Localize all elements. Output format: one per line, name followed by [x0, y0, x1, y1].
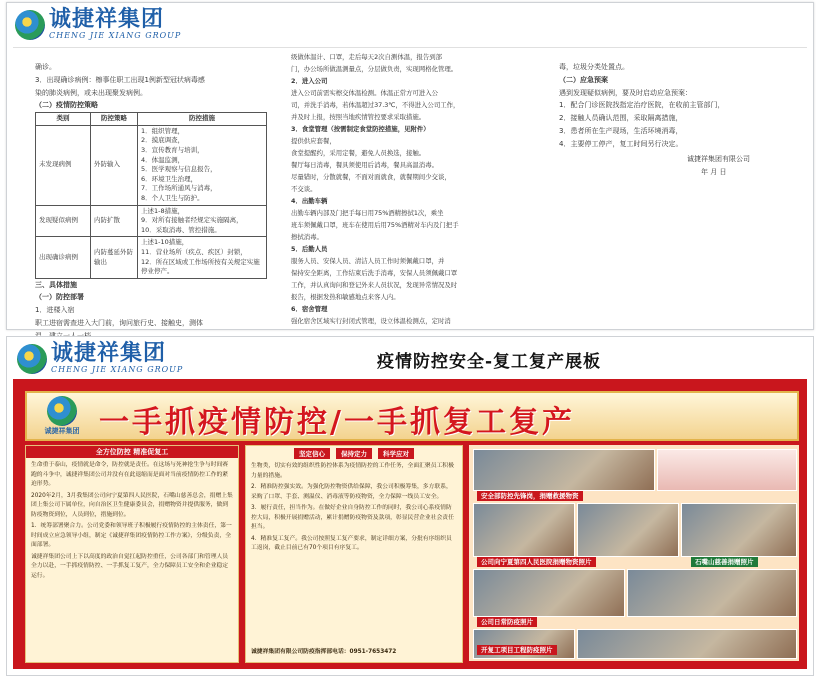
doc-column-3 — [559, 61, 789, 151]
doc-line: 4．主要停工停产，复工时间另行决定。 — [559, 139, 683, 148]
left-text-panel — [25, 445, 239, 663]
poster-slogan: 一手抓疫情防控/一手抓复工复产 — [99, 405, 575, 440]
doc-line: 强化宿舍区域实行封闭式管理，设立体温检测点，定时消 — [291, 317, 451, 325]
measure-item: 10．采取消毒、管控措施。 — [141, 225, 221, 234]
photo-caption: 公司日常防疫照片 — [477, 617, 537, 627]
doc-line: （一）防控部署 — [35, 293, 84, 302]
measure-item: 3．宣传教育与培训， — [141, 145, 204, 154]
poster-paragraph: 1．统筹部署聚合力。公司党委和领导班子积极履行疫情防控的主体责任，第一时间成立应急领导小组，制定《诚捷祥集团疫情防控工作方案》，分级负责，全面部署。 — [31, 523, 232, 548]
poster-sheet — [6, 336, 814, 676]
doc-line: 4．出勤车辆 — [291, 197, 328, 205]
doc-line: 保持安全距离，工作结束后洗手消毒，安保人员须佩戴口罩 — [291, 269, 458, 277]
table-cell: 出现确诊病例 — [36, 237, 91, 278]
middle-text-panel — [245, 445, 463, 663]
measure-item: 2．摸底调查， — [141, 136, 185, 145]
document-page — [6, 2, 814, 330]
banner-logo-name: 诚捷祥集团 — [44, 427, 80, 435]
slogan-banner — [25, 391, 799, 441]
doc-line: 并及时上报，按照当地疾情管控要求采取措施。 — [291, 113, 426, 121]
doc-line: 司，并洗手消毒，若体温超过37.3℃，不得进入公司工作， — [291, 101, 460, 109]
table-header: 防控措施 — [138, 113, 267, 126]
doc-line: 三、具体措施 — [35, 280, 77, 289]
logo-cn-text: 诚捷祥集团 — [49, 7, 165, 32]
doc-line: 餐厅每日消毒，餐具须使用后消毒，餐具高温消毒。 — [291, 161, 438, 169]
doc-line: 班车须佩戴口罩，班车在使用后用75%酒精对车内及门把手 — [291, 221, 459, 229]
table-cell: 外防输入 — [91, 125, 138, 205]
table-cell: 内防扩散 — [91, 205, 138, 237]
doc-line: 报告，根据发热和敏感地点来客人内。 — [291, 293, 400, 301]
doc-line: 3．出现确诊病例：檫事住职工出现1例新型冠状病毒感 — [35, 75, 205, 84]
table-row — [36, 125, 267, 205]
section-heading: （二）疫情防控策略 — [35, 101, 98, 110]
photo-collage — [469, 445, 799, 661]
table-cell-measures — [138, 125, 267, 205]
doc-line: 5．后勤人员 — [291, 245, 328, 253]
tag-confidence: 坚定信心 — [294, 448, 330, 459]
measure-item: 5．医学观察与信息报告， — [141, 165, 217, 174]
doc-line: （二）应急预案 — [559, 75, 608, 84]
company-logo-icon — [15, 10, 45, 40]
doc-column-1 — [35, 61, 275, 343]
poster-paragraph: 2020年2月，3月我集团公司向宁夏第四人民医院，石嘴山慈善总会，捐赠上集团上集公司下属单位，向自治区卫生健康委员会，捐赠物资并提供服务，做到防疫物资到位，人员到位，措施到位。 — [31, 492, 233, 518]
poster-paragraph: 4．精准复工复产。我公司按照复工复产要求，制定详细方案，分批有序组织员工返岗，截止目前已有70个项目有序复工。 — [251, 535, 452, 551]
measure-item: 12．所在区域或工作场所按有关规定实施停业停产。 — [141, 257, 260, 276]
measure-item: 1．组织管理， — [141, 126, 185, 135]
signature-block — [687, 153, 750, 179]
photo — [473, 503, 575, 557]
poster-title: 疫情防控安全-复工复产展板 — [377, 352, 602, 372]
doc-line: 门，办公场所做温测量点，分层做负责，实现网格化管理。 — [291, 65, 458, 73]
doc-column-2 — [291, 51, 541, 327]
poster-board — [13, 379, 807, 669]
left-panel-text — [26, 458, 238, 586]
measure-item: 6．环境卫生治理， — [141, 174, 198, 183]
photo — [473, 449, 655, 491]
photo — [577, 503, 679, 557]
logo-en-text: CHENG JIE XIANG GROUP — [51, 365, 184, 374]
doc-line: 1．进楼入宿 — [35, 306, 75, 315]
company-logo — [15, 9, 181, 40]
doc-line: 确诊。 — [35, 63, 56, 71]
photo — [473, 569, 625, 617]
doc-line: 级做体温计、口罩，走后每天2次自测体温，报告到部 — [291, 53, 443, 61]
measure-item: 上述1-10措施， — [141, 238, 189, 247]
doc-line: 6．宿舍管理 — [291, 305, 328, 313]
doc-line: 不交谈。 — [291, 185, 317, 193]
table-cell: 内防蔓延外防输出 — [91, 237, 138, 278]
photo — [577, 629, 797, 659]
photo — [681, 503, 797, 557]
doc-line: 进入公司前需实檫交体温检测。体温正常方可进入公 — [291, 89, 438, 97]
table-header: 类别 — [36, 113, 91, 126]
table-cell: 未发现病例 — [36, 125, 91, 205]
measure-item: 9．对所有接触者经规定实施隔离， — [141, 216, 243, 225]
doc-line: 1．配合门诊医院找指定治疗医院，在收前主管部门， — [559, 101, 725, 110]
company-logo-icon — [17, 344, 47, 374]
middle-panel-text — [246, 459, 462, 559]
doc-line: 遇到发现疑似病例，要及时启动应急预案： — [559, 88, 692, 97]
doc-line: 2．进入公司 — [291, 77, 328, 85]
company-logo-icon — [47, 396, 77, 426]
table-cell-measures — [138, 205, 267, 237]
doc-line: 服务人员、安保人员、清洁人员工作时须佩戴口罩，并 — [291, 257, 445, 265]
doc-line: 出勤车辆内部及门把手每日用75%酒精擦拭1次，乘坐 — [291, 209, 444, 217]
doc-line: 染的肺炎病例，或未出现聚发病例。 — [35, 88, 147, 97]
left-panel-header: 全方位防控 精准促复工 — [26, 446, 238, 458]
poster-contact: 诚捷祥集团有限公司防疫指挥部电话：0951-7653472 — [251, 648, 397, 655]
measure-item: 7．工作场所通风与消毒， — [141, 184, 217, 193]
measure-item: 11．营业场所（疾点、疾区）封锁， — [141, 247, 247, 256]
tag-science: 科学应对 — [378, 448, 414, 459]
table-row — [36, 205, 267, 237]
photo — [627, 569, 797, 617]
doc-line: 3．食堂管理（按需制定食堂防控措施，见附件） — [291, 125, 430, 133]
doc-line: 食堂提醒约，采用定餐，避免人员换选，接触。 — [291, 149, 426, 157]
table-header-row — [36, 113, 267, 126]
logo-cn-text: 诚捷祥集团 — [51, 341, 167, 366]
strategy-table — [35, 112, 267, 279]
poster-paragraph: 生命重于泰山，疫情就是命令，防控就是责任。在这场与死神抢生争与时间赛跑的斗争中，诚捷祥集团公司并没有在此退缩而是面对当前疫情防控工作的紧迫形势。 — [31, 462, 229, 487]
doc-line: 擦拭消毒。 — [291, 233, 323, 241]
photo-caption: 安全部防控先锋岗，捐赠救援物资 — [477, 491, 583, 501]
banner-logo — [33, 396, 91, 436]
table-cell-measures — [138, 237, 267, 278]
photo — [657, 449, 797, 491]
poster-paragraph: 3．履行责任，担当作为。在做好企业自身防控工作的同时，我公司心系疫情防控大局，积极开展捐赠活动，累计捐赠防疫物资及款项，彰显民营企业社会责任担当。 — [251, 505, 454, 530]
photo-caption: 公司向宁夏第四人民医院捐赠物资照片 — [477, 557, 596, 567]
photo-caption: 石嘴山慈善捐赠照片 — [691, 557, 758, 567]
tag-row — [246, 446, 462, 459]
signature-date: 年 月 日 — [701, 167, 727, 176]
poster-paragraph: 诚捷祥集团公司上下以高度的政治自觉扛起防控重任，公司各部门和管理人员全力以赴，一手抓疫情防控、一手抓复工复产，全力保障员工安全和企业稳定运行。 — [31, 553, 229, 579]
doc-line: 职工进宿需查进入大门前，询问旅行史、接触史，测体 — [35, 319, 203, 328]
header-divider — [13, 47, 807, 48]
table-row — [36, 237, 267, 278]
measure-item: 8．个人卫生与防护。 — [141, 193, 204, 202]
tag-composure: 保持定力 — [336, 448, 372, 459]
doc-line: 尽量错时，分散就餐，不面对面就食，就餐期间少交谈， — [291, 173, 451, 181]
logo-en-text: CHENG JIE XIANG GROUP — [49, 31, 182, 40]
measure-item: 上述1-8措施， — [141, 206, 185, 215]
measure-item: 4．体温监测， — [141, 155, 185, 164]
table-header: 防控策略 — [91, 113, 138, 126]
poster-paragraph: 生物类，切实有效的组织性防控体系为疫情防控的工作任务，全面汇聚员工积极力量的措施。 — [251, 463, 454, 479]
signature-company: 诚捷祥集团有限公司 — [687, 155, 750, 163]
doc-line: 工作，并认真询问和登记外来人员状况，发现异常情况及时 — [291, 281, 458, 289]
poster-paragraph: 2．精准防控强实效。为强化防控物资供给保障，我公司积极筹集，多方联系，采购了口罩、手套、测温仪、消毒液等防疫物资，全力保障一线员工安全。 — [251, 484, 452, 500]
doc-line: 2．接触人员确认范围，采取隔离措施， — [559, 114, 683, 123]
table-cell: 发现疑似病例 — [36, 205, 91, 237]
photo-caption: 开复工项目工程防疫照片 — [477, 645, 557, 655]
doc-line: 毒，垃圾分类处置点。 — [559, 63, 629, 71]
company-logo — [17, 343, 183, 374]
doc-line: 3．患者所在生产现场，生活环境消毒， — [559, 126, 683, 135]
doc-line: 提供供应套餐， — [291, 137, 336, 145]
